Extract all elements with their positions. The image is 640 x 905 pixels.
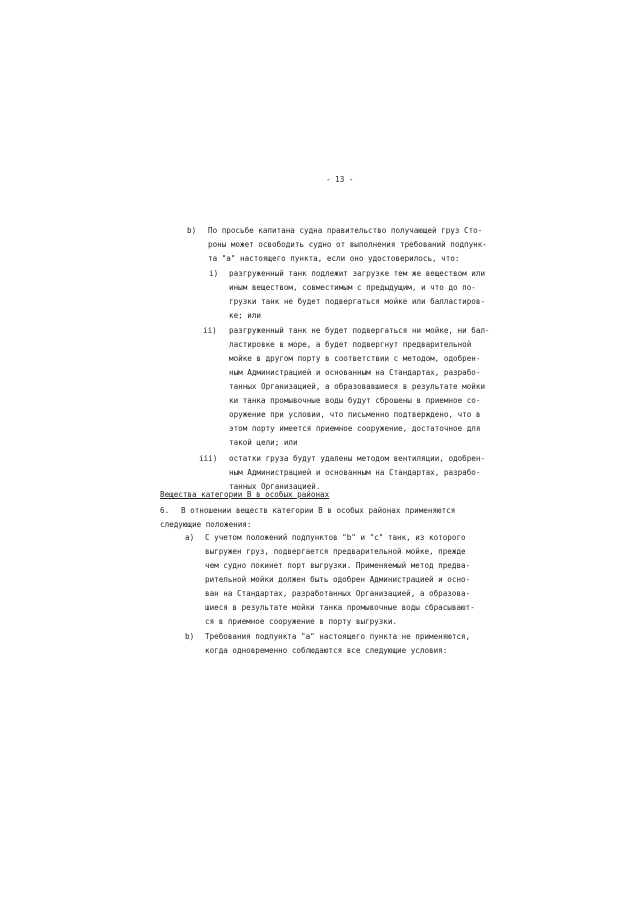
subitem-i-line: иным веществом, совместимым с предыдущим, и что до по- — [229, 283, 476, 292]
para-6b-line: когда одновременно соблюдаются все следующие условия: — [205, 646, 448, 655]
item-b-line: та "а" настоящего пункта, если оно удостоверилось, что: — [208, 254, 460, 263]
subitem-iii-line: танных Организацией. — [229, 482, 321, 491]
item-b-marker: b) — [187, 226, 197, 235]
para-6a-line: С учетом положений подпунктов "b" и "c" танк, из которого — [205, 533, 466, 542]
para-6b-marker: b) — [185, 632, 195, 641]
subitem-ii-line: мойке в другом порту в соответствии с методом, одобрен- — [229, 354, 481, 363]
subitem-i-line: разгруженный танк подлежит загрузке тем же веществом или — [229, 269, 486, 278]
para-6a-line: ся в приемное сооружение в порту выгрузки. — [205, 617, 398, 626]
subitem-ii-marker: ii) — [203, 326, 217, 335]
para-6a-line: чем судно покинет порт выгрузки. Применяемый метод предва- — [205, 561, 471, 570]
para-6a-marker: a) — [185, 533, 195, 542]
subitem-ii-line: танных Организацией, а образовавшиеся в результате мойки — [229, 382, 486, 391]
para-6-line: следующие положения: — [160, 520, 252, 529]
page-number: - 13 - — [326, 175, 354, 184]
subitem-ii-line: ным Администрацией и основанным на Стандартах, разрабо- — [229, 368, 481, 377]
para-6a-line: рительной мойки должен быть одобрен Администрацией и осно- — [205, 575, 471, 584]
subitem-i-line: ке; или — [229, 311, 262, 320]
para-6-marker: 6. — [160, 506, 170, 515]
para-6a-line: шиеся в результате мойки танка промывочные воды сбрасывают- — [205, 603, 475, 612]
subitem-ii-line: этом порту имеется приемное сооружение, достаточное для — [229, 424, 481, 433]
subitem-ii-line: оружение при условии, что письменно подтверждено, что в — [229, 410, 481, 419]
subitem-i-line: грузки танк не будет подвергаться мойке или балластиров- — [229, 297, 486, 306]
subitem-iii-marker: iii) — [199, 454, 218, 463]
para-6b-line: Требования подпункта "a" настоящего пункта не применяются, — [205, 632, 471, 641]
para-6a-line: выгружен груз, подвергается предварительной мойке, прежде — [205, 547, 466, 556]
para-6-line: В отношении веществ категории B в особых районах применяются — [181, 506, 456, 515]
subitem-i-marker: i) — [209, 269, 219, 278]
subitem-ii-line: ластировке в море, а будет подвергнут предварительной — [229, 340, 472, 349]
item-b-line: роны может освободить судно от выполнения требований подпунк- — [208, 240, 487, 249]
subitem-iii-line: ным Администрацией и основанным на Стандартах, разрабо- — [229, 468, 481, 477]
subitem-ii-line: ки танка промывочные воды будут сброшены в приемное со- — [229, 396, 481, 405]
item-b-line: По просьбе капитана судна правительство получающей груз Сто- — [208, 226, 483, 235]
section-heading: Вещества категории B в особых районах — [160, 490, 330, 499]
subitem-iii-line: остатки груза будут удалены методом вентиляции, одобрен- — [229, 454, 486, 463]
para-6a-line: ван на Стандартах, разработанных Организацией, а образова- — [205, 589, 471, 598]
subitem-ii-line: такой цели; или — [229, 438, 298, 447]
subitem-ii-line: разгруженный танк не будет подвергаться ни мойке, ни бал- — [229, 326, 490, 335]
